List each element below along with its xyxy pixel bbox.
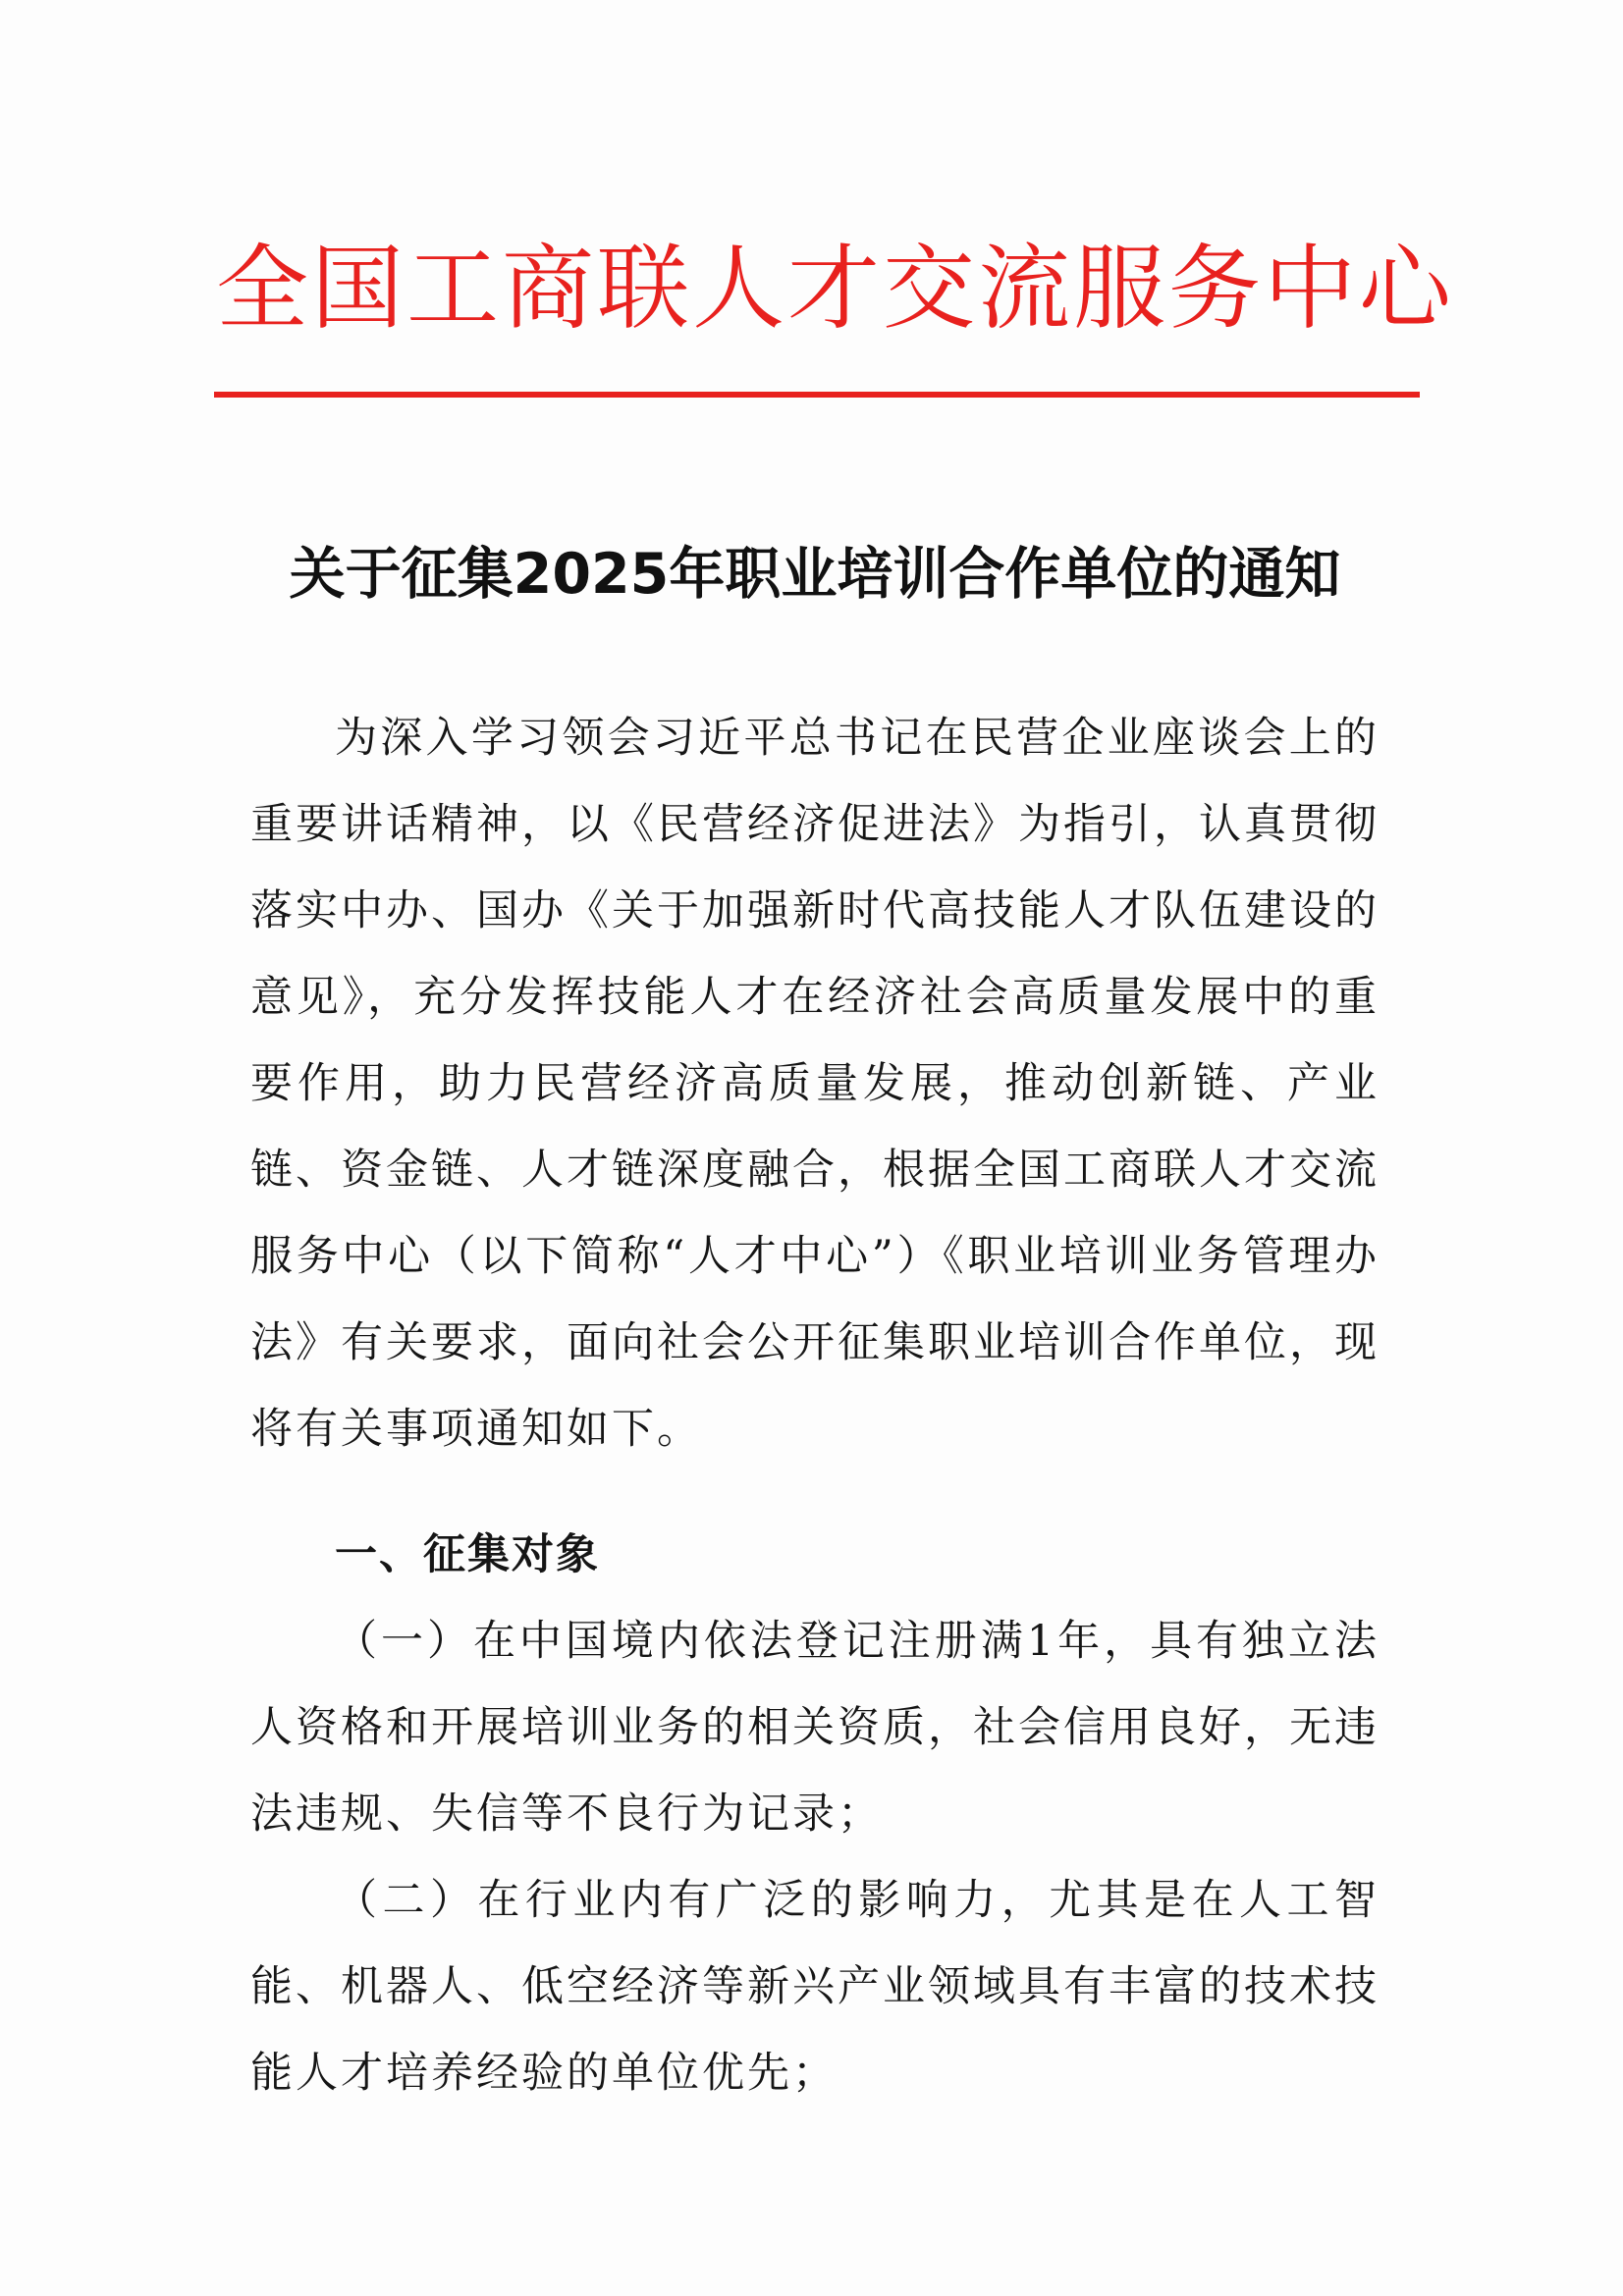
intro-paragraph: 为深入学习领会习近平总书记在民营企业座谈会上的重要讲话精神，以《民营经济促进法》为指引，认真贯彻落实中办、国办《关于加强新时代高技能人才队伍建设的意见》，充分发挥技能人才在经济社会高质量发展中的重要作用，助力民营经济高质量发展，推动创新链、产业链、资金链、人才链深度融合，根据全国工商联人才交流服务中心（以下简称“人才中心”）《职业培训业务管理办法》有关要求，面向社会公开征集职业培训合作单位，现将有关事项通知如下。 (250, 714, 1380, 1454)
section-item: （二）在行业内有广泛的影响力，尤其是在人工智能、机器人、低空经济等新兴产业领域具有丰富的技术技能人才培养经验的单位优先； (250, 1876, 1380, 2098)
document-body (250, 695, 1380, 2116)
letterhead-org-name: 全国工商联人才交流服务中心 (216, 236, 1455, 343)
section-item: （一）在中国境内依法登记注册满1年，具有独立法人资格和开展培训业务的相关资质，社会信用良好，无违法违规、失信等不良行为记录； (250, 1617, 1380, 1839)
letterhead-red-rule (214, 392, 1420, 398)
document-title: 关于征集2025年职业培训合作单位的通知 (289, 542, 1341, 607)
section-heading: 一、征集对象 (335, 1530, 600, 1579)
